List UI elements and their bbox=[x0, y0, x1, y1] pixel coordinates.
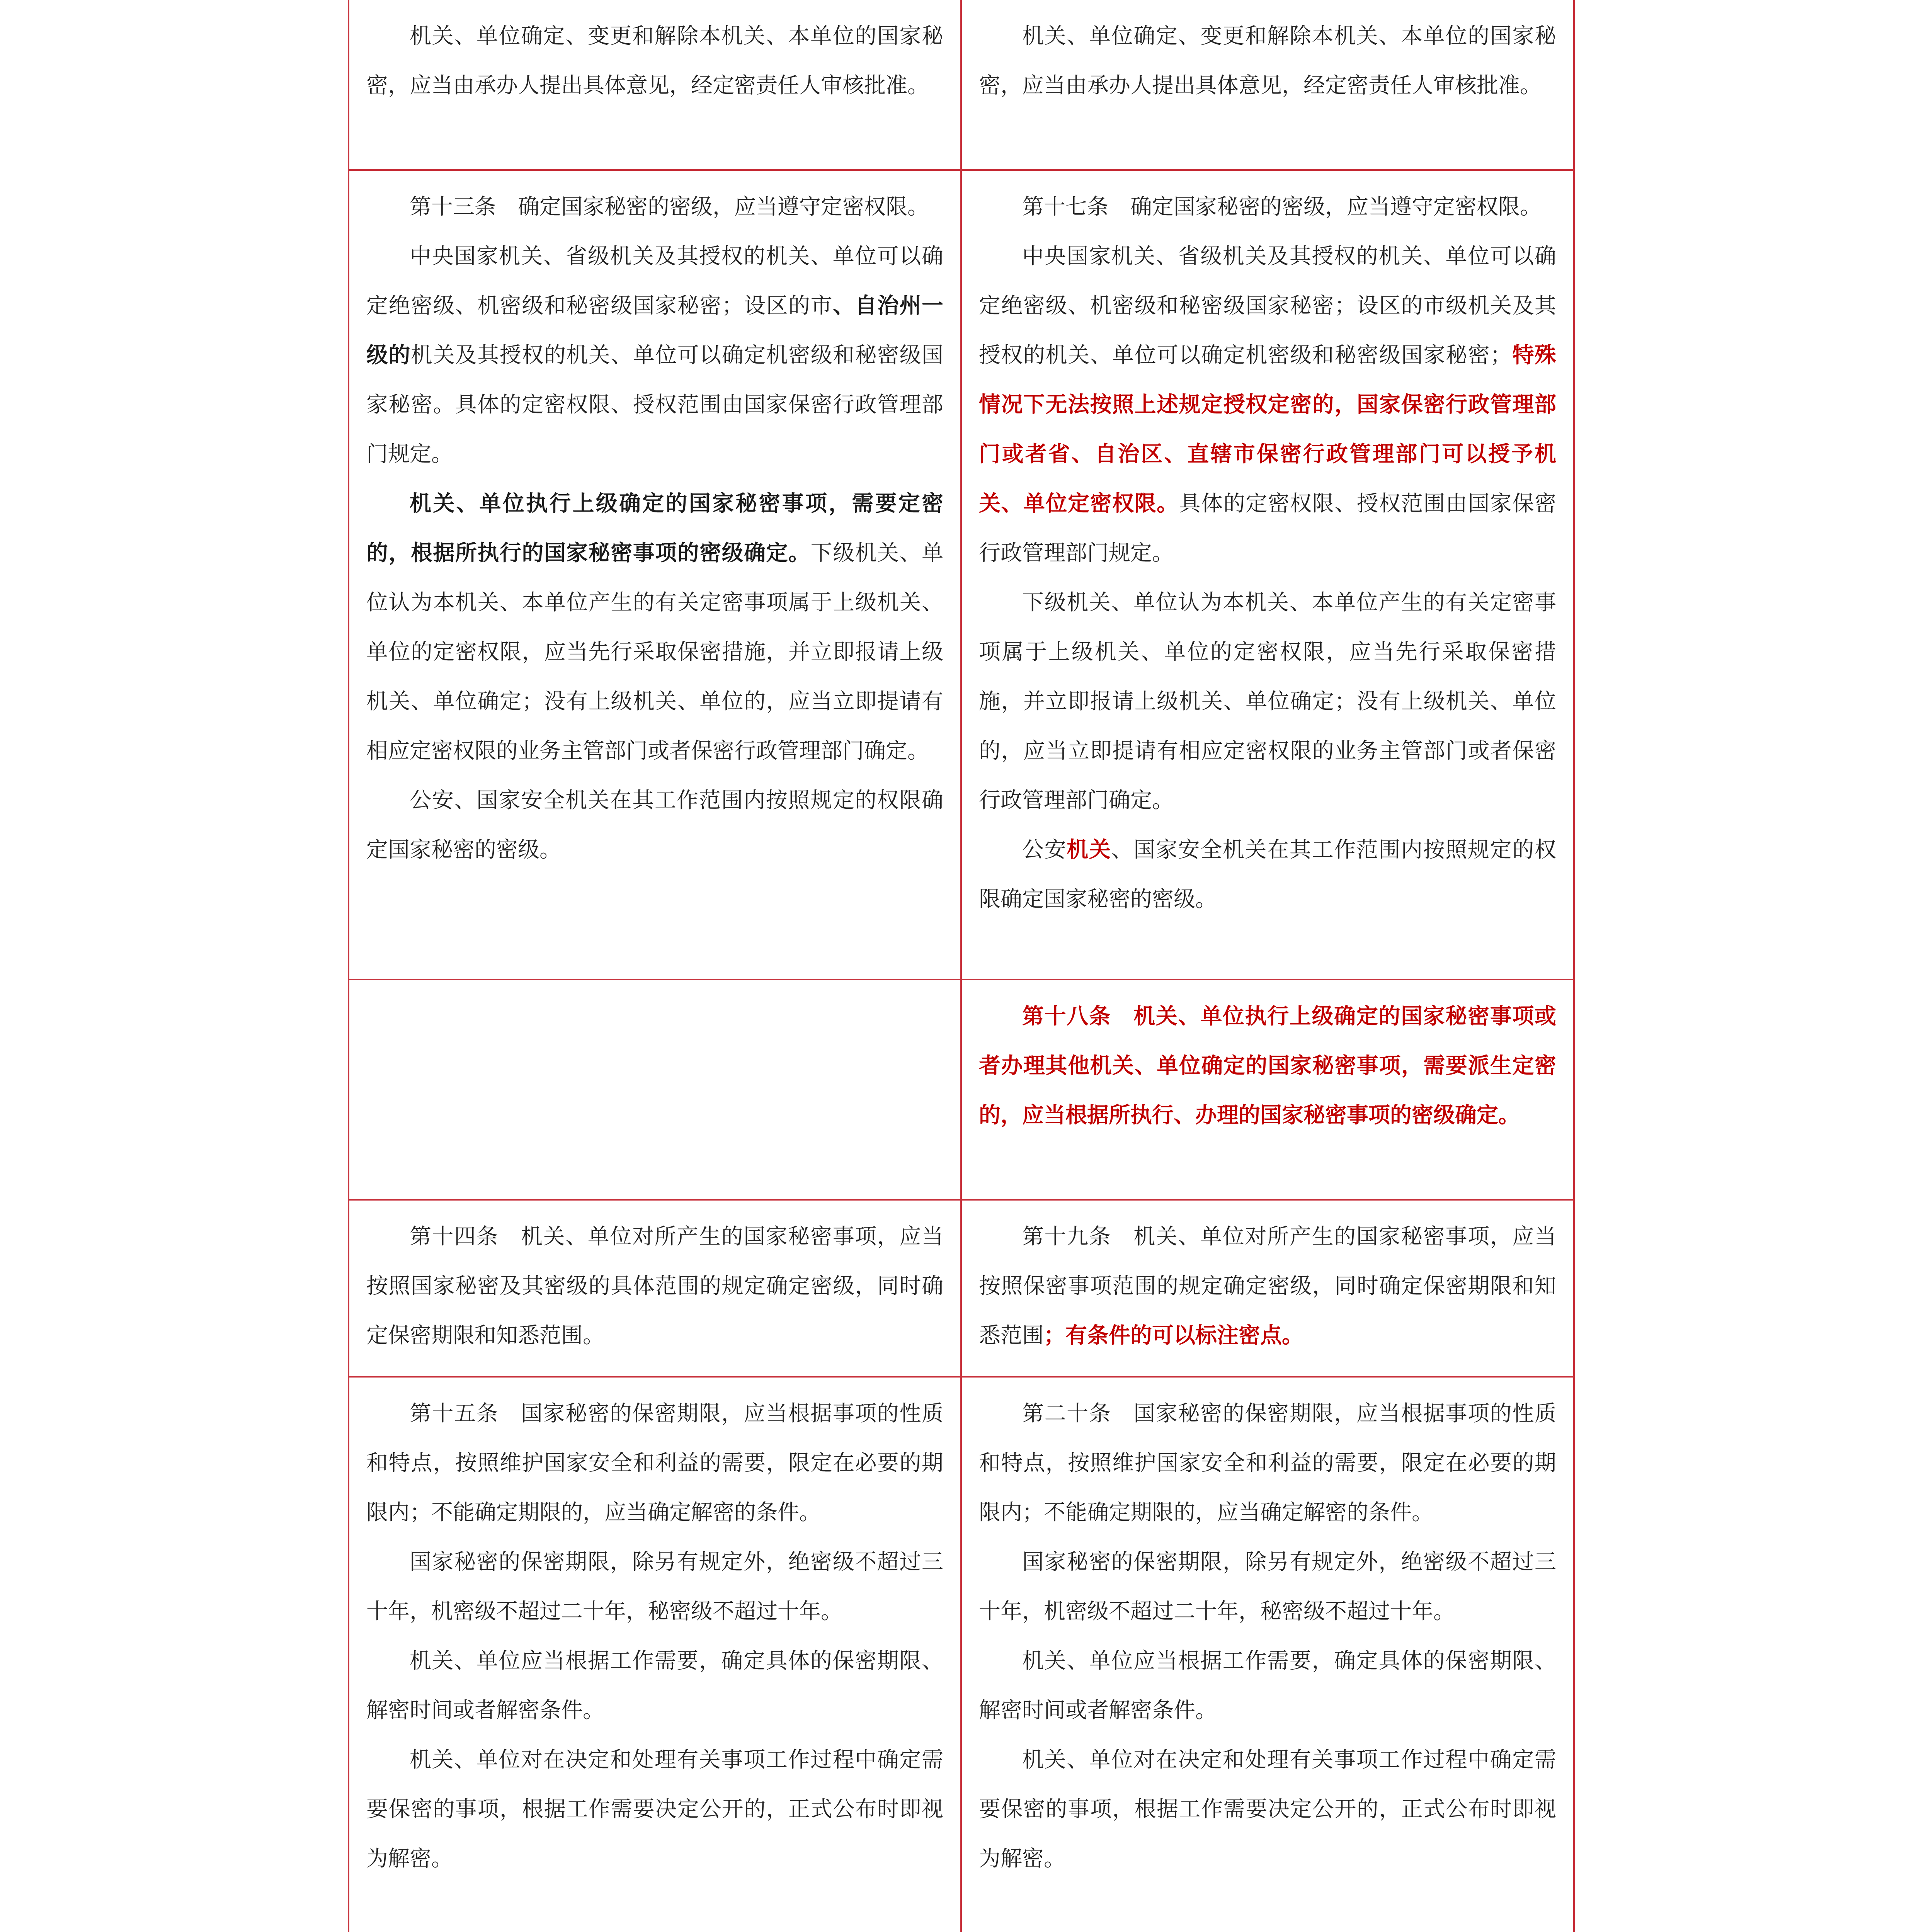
article-paragraph bbox=[979, 232, 1556, 578]
comparison-row bbox=[349, 170, 1574, 980]
comparison-row bbox=[349, 1200, 1574, 1377]
old-law-cell bbox=[349, 1200, 961, 1377]
article-paragraph bbox=[366, 479, 943, 776]
article-paragraph bbox=[366, 1389, 943, 1537]
article-paragraph bbox=[366, 12, 943, 111]
emphasized-text: 、自治州一级的 bbox=[366, 293, 944, 368]
article-paragraph bbox=[979, 825, 1556, 924]
article-paragraph bbox=[979, 1389, 1556, 1537]
article-text: 机关、单位应当根据工作需要，确定具体的保密期限、解密时间或者解密条件。 bbox=[979, 1648, 1556, 1723]
amended-text: 第十八条 机关、单位执行上级确定的国家秘密事项或者办理其他机关、单位确定的国家秘密事项，需要派生定密的，应当根据所执行、办理的国家秘密事项的密级确定。 bbox=[979, 1004, 1556, 1128]
article-paragraph bbox=[979, 578, 1556, 825]
comparison-row bbox=[349, 980, 1574, 1200]
amended-text: 特殊情况下无法按照上述规定授权定密的，国家保密行政管理部门或者省、自治区、直辖市保密行政管理部门可以授予机关、单位定密权限。 bbox=[979, 343, 1557, 516]
new-law-cell bbox=[961, 1200, 1574, 1377]
amended-text: ；有条件的可以标注密点。 bbox=[1044, 1323, 1303, 1348]
amended-text: 机关 bbox=[1067, 837, 1111, 862]
article-text: 机关、单位对在决定和处理有关事项工作过程中确定需要保密的事项，根据工作需要决定公开的，正式公布时即视为解密。 bbox=[366, 1747, 943, 1871]
new-law-cell bbox=[961, 980, 1574, 1200]
article-text: 第十九条 机关、单位对所产生的国家秘密事项，应当按照保密事项范围的规定确定密级，同时确定保密期限和知悉范围 bbox=[979, 1224, 1556, 1348]
article-paragraph bbox=[979, 1735, 1556, 1884]
article-text: 下级机关、单位认为本机关、本单位产生的有关定密事项属于上级机关、单位的定密权限，应当先行采取保密措施，并立即报请上级机关、单位确定；没有上级机关、单位的，应当立即提请有相应定密权限的业务主管部门或者保密行政管理部门确定。 bbox=[979, 590, 1556, 813]
article-paragraph bbox=[366, 1212, 943, 1361]
article-text: 第二十条 国家秘密的保密期限，应当根据事项的性质和特点，按照维护国家安全和利益的需要，限定在必要的期限内；不能确定期限的，应当确定解密的条件。 bbox=[979, 1401, 1556, 1525]
article-text: 第十三条 确定国家秘密的密级，应当遵守定密权限。 bbox=[410, 194, 929, 219]
article-text: 中央国家机关、省级机关及其授权的机关、单位可以确定绝密级、机密级和秘密级国家秘密；设区的市 bbox=[366, 244, 943, 318]
old-law-cell bbox=[349, 1377, 961, 1932]
article-text: 机关、单位对在决定和处理有关事项工作过程中确定需要保密的事项，根据工作需要决定公开的，正式公布时即视为解密。 bbox=[979, 1747, 1556, 1871]
article-paragraph bbox=[979, 1537, 1556, 1636]
new-law-cell bbox=[961, 0, 1574, 170]
article-text: 国家秘密的保密期限，除另有规定外，绝密级不超过三十年，机密级不超过二十年，秘密级不超过十年。 bbox=[366, 1549, 943, 1624]
article-paragraph bbox=[366, 776, 943, 875]
old-law-cell bbox=[349, 980, 961, 1200]
article-paragraph bbox=[979, 992, 1556, 1140]
comparison-page bbox=[348, 0, 1573, 1932]
article-text: 具体的定密权限、授权范围由国家保密行政管理部门规定。 bbox=[979, 491, 1557, 566]
old-law-cell bbox=[349, 170, 961, 980]
law-comparison-table bbox=[348, 0, 1575, 1932]
emphasized-text: 机关、单位执行上级确定的国家秘密事项，需要定密的，根据所执行的国家秘密事项的密级确定。 bbox=[366, 491, 943, 566]
article-paragraph bbox=[366, 1537, 943, 1636]
article-paragraph bbox=[979, 182, 1556, 232]
article-text: 第十七条 确定国家秘密的密级，应当遵守定密权限。 bbox=[1022, 194, 1542, 219]
article-paragraph bbox=[979, 12, 1556, 111]
article-text: 机关、单位确定、变更和解除本机关、本单位的国家秘密，应当由承办人提出具体意见，经定密责任人审核批准。 bbox=[366, 24, 943, 98]
article-text: 机关及其授权的机关、单位可以确定机密级和秘密级国家秘密。具体的定密权限、授权范围由国家保密行政管理部门规定。 bbox=[366, 343, 944, 467]
old-law-cell bbox=[349, 0, 961, 170]
article-text: 中央国家机关、省级机关及其授权的机关、单位可以确定绝密级、机密级和秘密级国家秘密；设区的市级机关及其授权的机关、单位可以确定机密级和秘密级国家秘密； bbox=[979, 244, 1556, 368]
comparison-table-body bbox=[349, 0, 1574, 1932]
article-text: 第十五条 国家秘密的保密期限，应当根据事项的性质和特点，按照维护国家安全和利益的需要，限定在必要的期限内；不能确定期限的，应当确定解密的条件。 bbox=[366, 1401, 943, 1525]
comparison-row bbox=[349, 0, 1574, 170]
article-text: 机关、单位确定、变更和解除本机关、本单位的国家秘密，应当由承办人提出具体意见，经定密责任人审核批准。 bbox=[979, 24, 1556, 98]
article-paragraph bbox=[366, 1735, 943, 1884]
new-law-cell bbox=[961, 170, 1574, 980]
article-text: 国家秘密的保密期限，除另有规定外，绝密级不超过三十年，机密级不超过二十年，秘密级不超过十年。 bbox=[979, 1549, 1556, 1624]
article-text: 公安、国家安全机关在其工作范围内按照规定的权限确定国家秘密的密级。 bbox=[366, 788, 943, 862]
article-paragraph bbox=[366, 232, 943, 479]
article-text: 下级机关、单位认为本机关、本单位产生的有关定密事项属于上级机关、单位的定密权限，应当先行采取保密措施，并立即报请上级机关、单位确定；没有上级机关、单位的，应当立即提请有相应定密权限的业务主管部门或者保密行政管理部门确定。 bbox=[366, 541, 944, 764]
comparison-row bbox=[349, 1377, 1574, 1932]
article-text: 机关、单位应当根据工作需要，确定具体的保密期限、解密时间或者解密条件。 bbox=[366, 1648, 943, 1723]
article-text: 第十四条 机关、单位对所产生的国家秘密事项，应当按照国家秘密及其密级的具体范围的规定确定密级，同时确定保密期限和知悉范围。 bbox=[366, 1224, 943, 1348]
article-paragraph bbox=[979, 1212, 1556, 1361]
article-paragraph bbox=[366, 1636, 943, 1735]
new-law-cell bbox=[961, 1377, 1574, 1932]
article-text: 公安 bbox=[1022, 837, 1067, 862]
article-paragraph bbox=[979, 1636, 1556, 1735]
article-text: 、国家安全机关在其工作范围内按照规定的权限确定国家秘密的密级。 bbox=[979, 837, 1557, 912]
article-paragraph bbox=[366, 182, 943, 232]
